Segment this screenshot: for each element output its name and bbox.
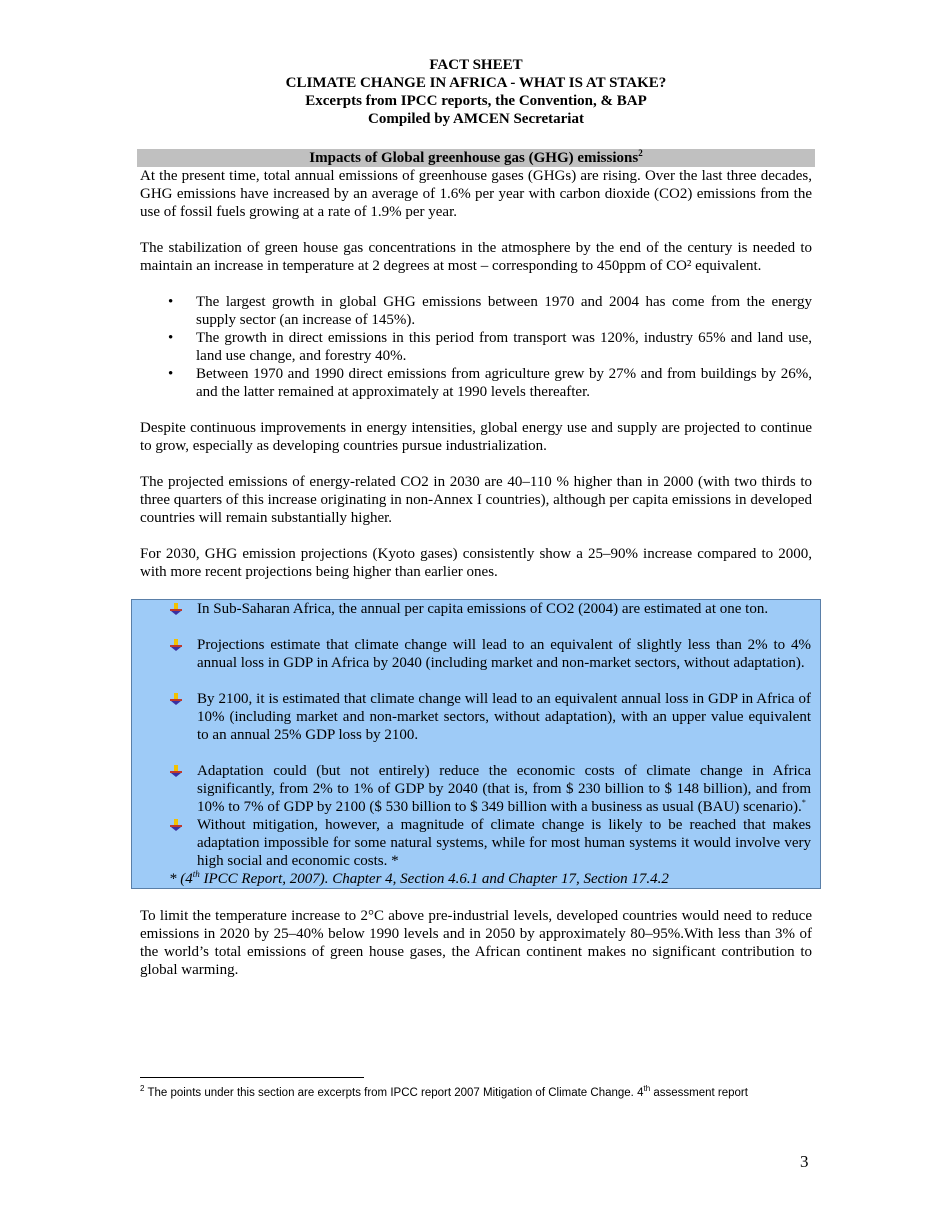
list-item: By 2100, it is estimated that climate change will lead to an equivalent annual loss in GDP in Africa of 10% (including market and non-market sectors, without adaptation), with an upper value equivalent to an annual 25% GDP loss by 2100. [141,690,811,744]
bullet-icon: • [168,366,174,382]
header-subtitle: Excerpts from IPCC reports, the Convention, & BAP [305,93,647,109]
bullet-icon: • [168,294,174,310]
arrow-down-icon [169,602,183,616]
header-title: CLIMATE CHANGE IN AFRICA - WHAT IS AT STAKE? [285,75,667,91]
footnote-mark: 2 [140,1084,145,1094]
paragraph: For 2030, GHG emission projections (Kyoto gases) consistently show a 25–90% increase compared to 2000, with more recent projections being higher than earlier ones. [140,546,812,580]
bullet-icon: • [168,330,174,346]
header-compiled-by: Compiled by AMCEN Secretariat [368,111,584,127]
paragraph: The stabilization of green house gas concentrations in the atmosphere by the end of the century is needed to maintain an increase in temperature at 2 degrees at most – corresponding to 450ppm of CO² equivalent. [140,240,812,274]
list-item: Without mitigation, however, a magnitude of climate change is likely to be reached that makes adaptation impossible for some natural systems, while for most human systems it would involve very high social and economic costs. * [141,816,811,870]
arrow-down-icon [169,638,183,652]
list-item: • The largest growth in global GHG emissions between 1970 and 2004 has come from the energy supply sector (an increase of 145%). [168,294,812,328]
header-fact-sheet: FACT SHEET [429,57,523,73]
paragraph: To limit the temperature increase to 2°C above pre-industrial levels, developed countries would need to reduce emissions in 2020 by 25–40% below 1990 levels and in 2050 by approximately 80–95%.With less than 3% of the world’s total emissions of green house gases, the African continent makes no significant contribution to global warming. [140,908,812,978]
paragraph: The projected emissions of energy-related CO2 in 2030 are 40–110 % higher than in 2000 (with two thirds to three quarters of this increase originating in non-Annex I countries), although per capita emissions in developed countries will remain substantially higher. [140,474,812,526]
list-item: In Sub-Saharan Africa, the annual per capita emissions of CO2 (2004) are estimated at one ton. [141,600,811,618]
bullet-list [140,293,812,401]
list-item: Adaptation could (but not entirely) reduce the economic costs of climate change in Africa significantly, from 2% to 1% of GDP by 2040 (that is, from $ 230 billion to $ 148 billion), and from 10% to 7% of GDP by 2100 ($ 530 billion to $ 349 billion with a business as usual (BAU) scenario).* [141,762,811,816]
footnote-divider [140,1077,364,1078]
list-item: • The growth in direct emissions in this period from transport was 120%, industry 65% and land use, land use change, and forestry 40%. [168,330,812,364]
section-heading [137,149,815,167]
africa-highlight-box [131,599,821,889]
paragraph: At the present time, total annual emissions of greenhouse gases (GHGs) are rising. Over the last three decades, GHG emissions have increased by an average of 1.6% per year with carbon dioxide (CO2) emissions from the use of fossil fuels growing at a rate of 1.9% per year. [140,168,812,220]
section-title: Impacts of Global greenhouse gas (GHG) emissions [309,150,639,166]
list-item: • Between 1970 and 1990 direct emissions from agriculture grew by 27% and from buildings by 26%, and the latter remained at approximately at 1990 levels thereafter. [168,366,812,400]
arrow-down-icon [169,692,183,706]
item-footnote-mark: * [801,798,806,807]
page-number: 3 [800,1152,809,1171]
document-header [140,56,812,128]
footnote: $^2$ The points under this section are excerpts from IPCC report 2007 Mitigation of Climate Change. 4th assessment report [140,1084,748,1099]
page-body [140,56,812,979]
paragraph: Despite continuous improvements in energy intensities, global energy use and supply are projected to continue to grow, especially as developing countries pursue industrialization. [140,420,812,454]
arrow-down-icon [169,818,183,832]
list-item: Projections estimate that climate change will lead to an equivalent of slightly less than 2% to 4% annual loss in GDP in Africa by 2040 (including market and non-market sectors, without adaptation). [141,636,811,672]
arrow-down-icon [169,764,183,778]
africa-list [141,600,811,870]
box-reference: * (4th IPCC Report, 2007). Chapter 4, Section 4.6.1 and Chapter 17, Section 17.4.2 [169,869,669,887]
section-footnote-mark: 2 [638,148,643,158]
